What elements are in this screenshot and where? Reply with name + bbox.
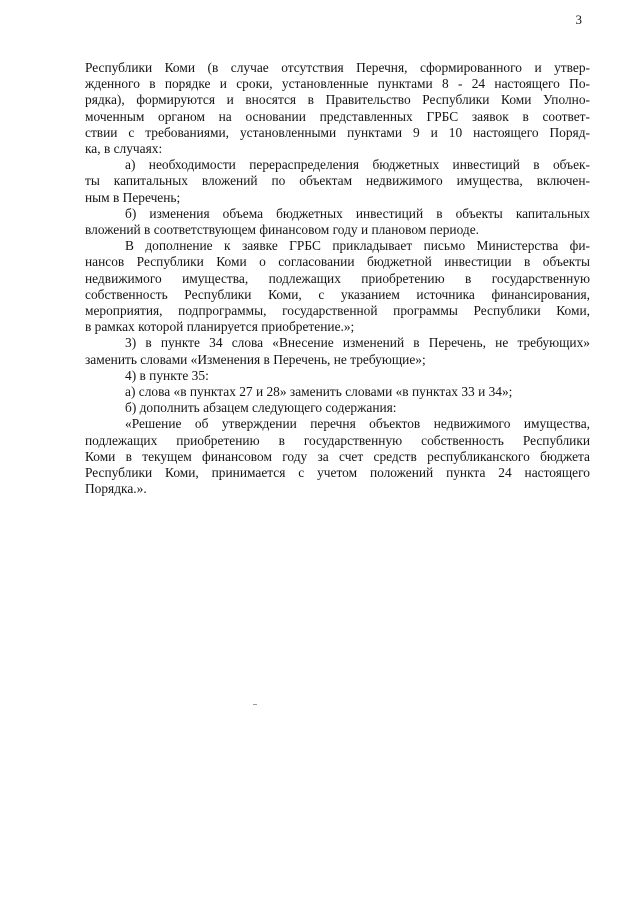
text-line: 4) в пункте 35:: [125, 367, 209, 383]
document-body: [85, 60, 590, 497]
text-line: рядка), формируются и вносятся в Правительство Республики Коми Уполно-: [85, 92, 590, 108]
text-line: нансов Республики Коми о согласовании бюджетной инвестиции в объекты: [85, 254, 590, 270]
text-line: жденного в порядке и сроки, установленные пунктами 8 - 24 настоящего По-: [85, 76, 590, 92]
text-line: а) слова «в пунктах 27 и 28» заменить словами «в пунктах 33 и 34»;: [125, 384, 513, 400]
text-line: ным в Перечень;: [85, 189, 181, 205]
text-line: ты капитальных вложений по объектам недвижимого имущества, включен-: [85, 173, 590, 189]
text-line: Республики Коми (в случае отсутствия Перечня, сформированного и утвер-: [85, 60, 590, 75]
text-line: Коми в текущем финансовом году за счет средств республиканского бюджета: [85, 448, 590, 464]
text-line: подлежащих приобретению в государственную собственность Республики: [85, 432, 590, 448]
text-line: Республики Коми, принимается с учетом положений пункта 24 настоящего: [85, 465, 590, 481]
text-line: а) необходимости перераспределения бюджетных инвестиций в объек-: [125, 157, 590, 173]
text-line: «Решение об утверждении перечня объектов недвижимого имущества,: [125, 416, 590, 432]
text-line: собственность Республики Коми, с указанием источника финансирования,: [85, 286, 590, 302]
page-number: 3: [575, 12, 582, 27]
text-line: мероприятия, подпрограммы, государственной программы Республики Коми,: [85, 303, 590, 319]
text-line: вложений в соответствующем финансовом году и плановом периоде.: [85, 222, 479, 238]
text-line: заменить словами «Изменения в Перечень, не требующие»;: [85, 351, 426, 367]
scan-mark: [253, 704, 257, 705]
text-line: В дополнение к заявке ГРБС прикладывает письмо Министерства фи-: [125, 238, 590, 254]
text-line: Порядка.».: [85, 481, 147, 497]
text-line: ка, в случаях:: [85, 141, 163, 157]
text-line: б) дополнить абзацем следующего содержания:: [125, 400, 397, 416]
text-line: моченным органом на основании представленных ГРБС заявок в соответ-: [85, 108, 590, 124]
text-line: в рамках которой планируется приобретение.»;: [85, 319, 355, 335]
text-line: 3) в пункте 34 слова «Внесение изменений в Перечень, не требующих»: [125, 335, 590, 351]
text-line: б) изменения объема бюджетных инвестиций в объекты капитальных: [125, 205, 590, 221]
text-line: недвижимого имущества, подлежащих приобретению в государственную: [85, 270, 590, 286]
text-line: ствии с требованиями, установленными пунктами 9 и 10 настоящего Поряд-: [85, 124, 590, 140]
